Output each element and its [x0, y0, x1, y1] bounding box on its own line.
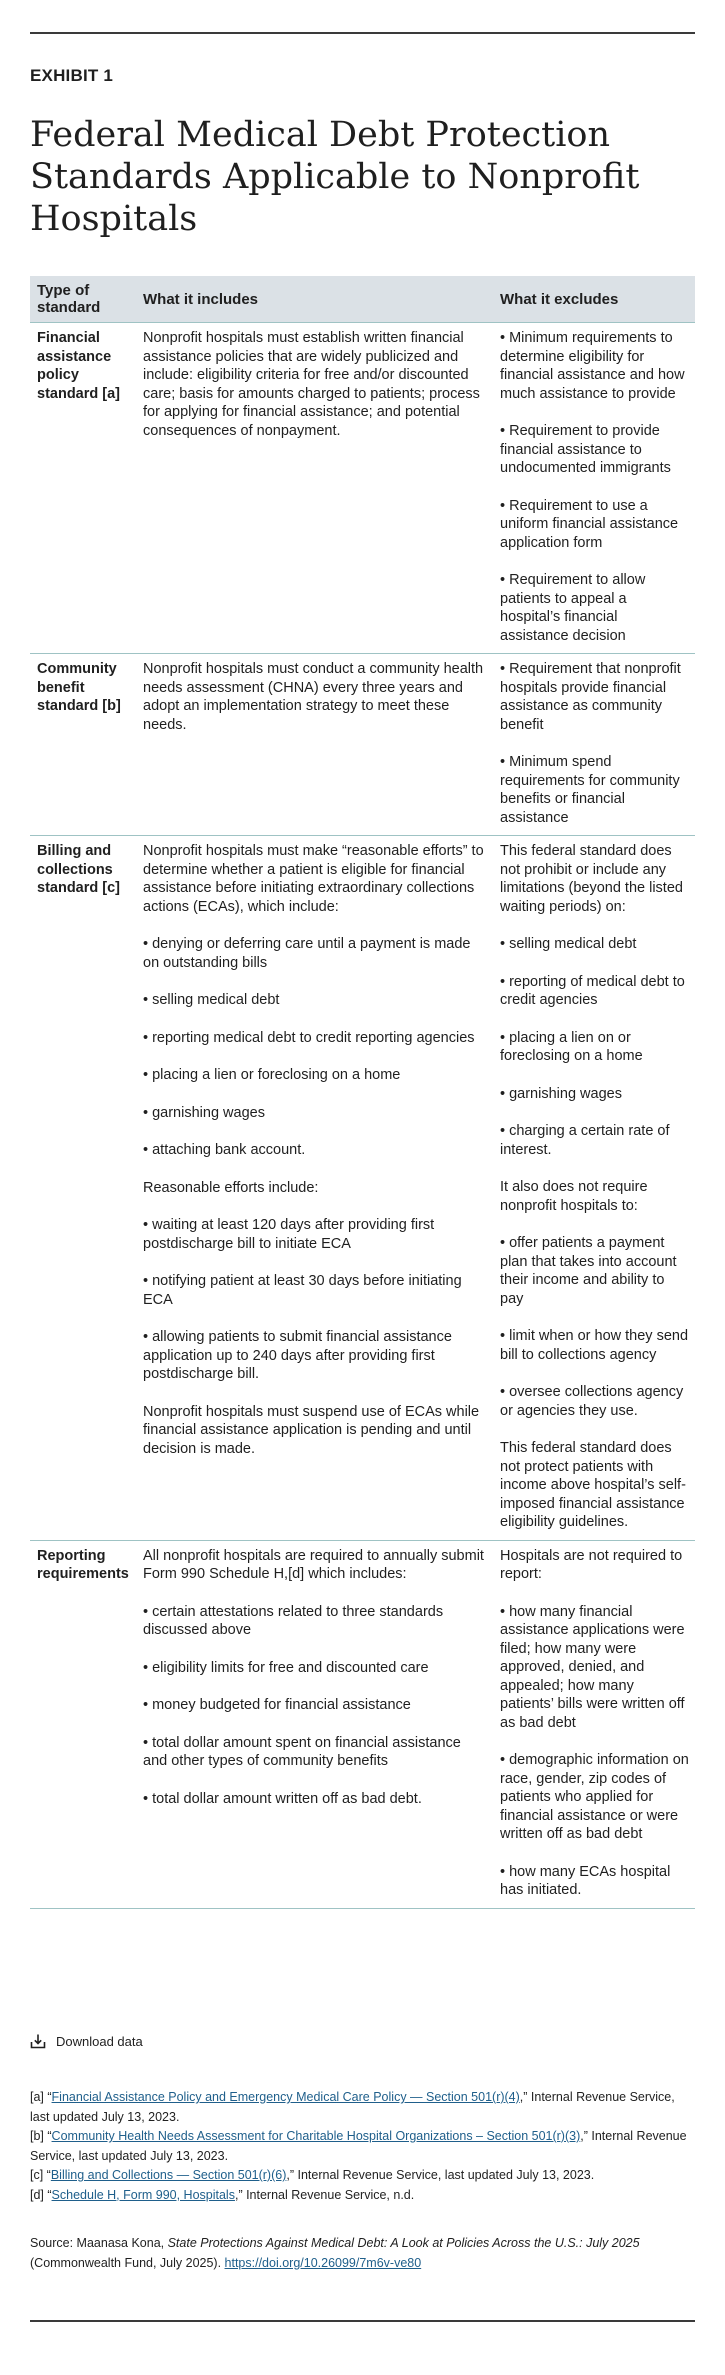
source-prefix: Source: Maanasa Kona,: [30, 2236, 168, 2250]
includes-text: Nonprofit hospitals must conduct a community health needs assessment (CHNA) every three years and adopt an implementation strategy to meet these needs.: [143, 661, 484, 733]
includes-item: • allowing patients to submit financial assistance application up to 240 days after providing first postdischarge bill.: [143, 1329, 452, 1382]
excludes-item: • placing a lien on or foreclosing on a home: [500, 1029, 643, 1064]
footnote-suffix: ,” Internal Revenue Service, n.d.: [234, 2187, 415, 2202]
includes-item: • money budgeted for financial assistance: [143, 1697, 411, 1713]
table-header: [30, 276, 695, 322]
row-includes: [143, 1541, 500, 1908]
header-includes: What it includes: [143, 290, 259, 308]
excludes-item: Hospitals are not required to report:: [500, 1547, 683, 1582]
table-row: [30, 322, 695, 653]
download-data-button[interactable]: [30, 2033, 143, 2049]
footnote-prefix: [a] “: [30, 2090, 52, 2104]
excludes-item: • Requirement to use a uniform financial assistance application form: [500, 497, 679, 551]
includes-item: • placing a lien or foreclosing on a home: [143, 1067, 401, 1083]
row-type: Billing and collections standard [c]: [37, 843, 120, 896]
includes-item: Nonprofit hospitals must make “reasonable efforts” to determine whether a patient is eligible for financial assistance before initiating extraordinary collections actions (ECAs), which include:: [143, 843, 484, 915]
excludes-item: • selling medical debt: [500, 936, 637, 952]
includes-item: • total dollar amount spent on financial assistance and other types of community benefits: [143, 1734, 461, 1769]
footnote-prefix: [d] “: [30, 2187, 52, 2202]
includes-item: All nonprofit hospitals are required to annually submit Form 990 Schedule H,[d] which includes:: [143, 1547, 484, 1582]
footnote-link[interactable]: Financial Assistance Policy and Emergency Medical Care Policy — Section 501(r)(4): [51, 2090, 520, 2104]
footnote-prefix: [c] “: [30, 2168, 51, 2182]
table-row: [30, 653, 695, 835]
excludes-item: This federal standard does not protect patients with income above hospital’s self-imposed financial assistance eligibility guidelines.: [500, 1440, 686, 1530]
row-excludes: [500, 836, 695, 1540]
footnotes: [30, 2088, 695, 2205]
excludes-item: • Minimum spend requirements for community benefits or financial assistance: [500, 754, 680, 826]
footnote-suffix: ,” Internal Revenue Service, last updated July 13, 2023.: [30, 2090, 675, 2124]
row-type: Reporting requirements: [37, 1547, 129, 1582]
excludes-item: • how many financial assistance applications were filed; how many were approved, denied, and appealed; how many patients’ bills were written off as bad debt: [500, 1603, 685, 1731]
excludes-item: • garnishing wages: [500, 1085, 622, 1102]
excludes-item: • Minimum requirements to determine eligibility for financial assistance and how much assistance to provide: [500, 330, 685, 402]
table-row: [30, 1540, 695, 1909]
page-title: Federal Medical Debt Protection Standards Applicable to Nonprofit Hospitals: [30, 115, 640, 239]
includes-item: • selling medical debt: [143, 992, 280, 1008]
includes-item: • attaching bank account.: [143, 1142, 306, 1158]
exhibit-label: EXHIBIT 1: [30, 66, 114, 85]
row-excludes: [500, 1541, 695, 1908]
includes-item: Reasonable efforts include:: [143, 1179, 319, 1196]
table-row: [30, 835, 695, 1540]
excludes-item: It also does not require nonprofit hospitals to:: [500, 1179, 648, 1214]
includes-item: • reporting medical debt to credit reporting agencies: [143, 1029, 475, 1046]
row-includes: [143, 654, 500, 835]
row-type: Community benefit standard [b]: [37, 661, 121, 714]
includes-item: • eligibility limits for free and discounted care: [143, 1659, 429, 1676]
footnote: [30, 2186, 695, 2206]
download-icon: [30, 2033, 46, 2049]
row-excludes: [500, 323, 695, 653]
excludes-item: • how many ECAs hospital has initiated.: [500, 1863, 671, 1898]
row-excludes: [500, 654, 695, 835]
excludes-item: • limit when or how they send bill to collections agency: [500, 1328, 689, 1363]
excludes-item: • Requirement to provide financial assistance to undocumented immigrants: [500, 423, 671, 476]
row-includes: [143, 323, 500, 653]
header-excludes: What it excludes: [500, 290, 619, 308]
source-title: State Protections Against Medical Debt: A Look at Policies Across the U.S.: July 2025: [167, 2236, 640, 2250]
standards-table: [30, 276, 695, 1909]
row-includes: [143, 836, 500, 1540]
excludes-item: • charging a certain rate of interest.: [500, 1123, 670, 1158]
excludes-item: • offer patients a payment plan that takes into account their income and ability to pay: [500, 1235, 677, 1307]
footnote-prefix: [b] “: [30, 2129, 52, 2143]
includes-item: • notifying patient at least 30 days before initiating ECA: [143, 1273, 462, 1308]
footnote-suffix: ,” Internal Revenue Service, last updated July 13, 2023.: [30, 2129, 687, 2163]
excludes-item: • demographic information on race, gender, zip codes of patients who applied for financial assistance or were written off as bad debt: [500, 1752, 689, 1842]
bottom-rule: [30, 2320, 695, 2322]
footnote-link[interactable]: Community Health Needs Assessment for Charitable Hospital Organizations – Section 501(r)(3): [51, 2129, 581, 2143]
includes-item: • garnishing wages: [143, 1104, 265, 1121]
includes-item: • denying or deferring care until a payment is made on outstanding bills: [143, 936, 471, 971]
source-suffix: (Commonwealth Fund, July 2025).: [30, 2255, 225, 2270]
footnote: [30, 2127, 695, 2166]
row-type: Financial assistance policy standard [a]: [37, 330, 120, 402]
includes-item: Nonprofit hospitals must suspend use of ECAs while financial assistance application is pending and until decision is made.: [143, 1403, 480, 1457]
source-doi-link[interactable]: https://doi.org/10.26099/7m6v-ve80: [224, 2255, 422, 2270]
footnote-suffix: ,” Internal Revenue Service, last updated July 13, 2023.: [286, 2168, 595, 2182]
header-type: Type of standard: [37, 282, 101, 316]
footnote: [30, 2166, 695, 2186]
footnote-link[interactable]: Billing and Collections — Section 501(r)(6): [50, 2168, 287, 2182]
includes-text: Nonprofit hospitals must establish written financial assistance policies that are widely publicized and include: eligibility criteria for free and/or discounted care; basis for amounts charged to patients; process for applying for financial assistance; and potential consequences of nonpayment.: [143, 330, 480, 439]
source-citation: [30, 2234, 695, 2273]
download-label: Download data: [56, 2033, 143, 2049]
excludes-item: This federal standard does not prohibit or include any limitations (beyond the listed waiting periods) on:: [500, 843, 683, 915]
top-rule: [30, 32, 695, 34]
footnote: [30, 2088, 695, 2127]
includes-item: • certain attestations related to three standards discussed above: [143, 1603, 444, 1638]
excludes-item: • Requirement to allow patients to appeal a hospital’s financial assistance decision: [500, 572, 646, 644]
excludes-item: • oversee collections agency or agencies they use.: [500, 1384, 684, 1419]
excludes-item: • Requirement that nonprofit hospitals provide financial assistance as community benefit: [500, 661, 681, 733]
footnote-link[interactable]: Schedule H, Form 990, Hospitals: [51, 2187, 235, 2202]
includes-item: • total dollar amount written off as bad debt.: [143, 1790, 422, 1807]
excludes-item: • reporting of medical debt to credit agencies: [500, 973, 685, 1008]
includes-item: • waiting at least 120 days after providing first postdischarge bill to initiate ECA: [143, 1217, 435, 1252]
